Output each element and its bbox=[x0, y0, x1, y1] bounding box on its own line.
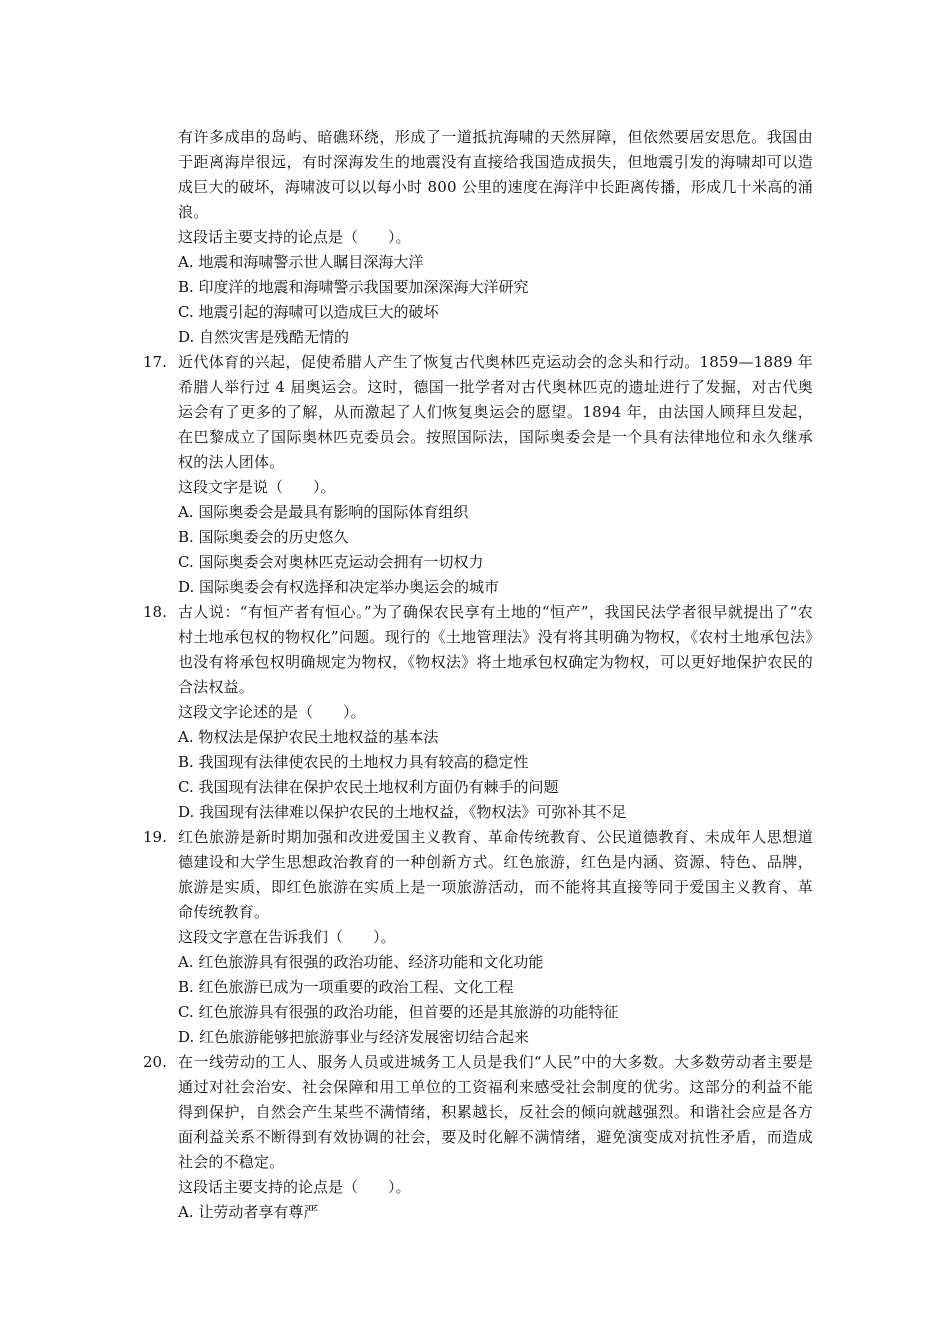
option-b: B. 红色旅游已成为一项重要的政治工程、文化工程 bbox=[178, 978, 514, 996]
option-b: B. 我国现有法律使农民的土地权力具有较高的稳定性 bbox=[178, 753, 529, 771]
question-passage: 红色旅游是新时期加强和改进爱国主义教育、革命传统教育、公民道德教育、未成年人思想道德建设和大学生思想政治教育的一种创新方式。红色旅游，红色是内涵、资源、特色、品牌，旅游是实质，即红色旅游在实质上是一项旅游活动，而不能将其直接等同于爱国主义教育、革命传统教育。 bbox=[178, 828, 813, 921]
question-17 bbox=[143, 350, 813, 600]
option-a: A. 让劳动者享有尊严 bbox=[178, 1203, 319, 1221]
question-passage: 古人说：“有恒产者有恒心。”为了确保农民享有土地的“恒产”，我国民法学者很早就提出了“农村土地承包权的物权化”问题。现行的《土地管理法》没有将其明确为物权，《农村土地承包法》也没有将承包权明确规定为物权，《物权法》将土地承包权确定为物权，可以更好地保护农民的合法权益。 bbox=[178, 603, 813, 696]
option-d: D. 自然灾害是残酷无情的 bbox=[178, 328, 350, 346]
option-c: C. 国际奥委会对奥林匹克运动会拥有一切权力 bbox=[178, 553, 484, 571]
option-a: A. 红色旅游具有很强的政治功能、经济功能和文化功能 bbox=[178, 953, 544, 971]
option-d: D. 国际奥委会有权选择和决定举办奥运会的城市 bbox=[178, 578, 500, 596]
question-prompt: 这段文字意在告诉我们（ ）。 bbox=[178, 928, 396, 946]
question-16-continued bbox=[143, 125, 813, 350]
question-prompt: 这段话主要支持的论点是（ ）。 bbox=[178, 1178, 411, 1196]
option-c: C. 地震引起的海啸可以造成巨大的破坏 bbox=[178, 303, 439, 321]
question-20 bbox=[143, 1050, 813, 1225]
page-content bbox=[143, 125, 813, 1225]
question-prompt: 这段话主要支持的论点是（ ）。 bbox=[178, 228, 411, 246]
question-prompt: 这段文字是说（ ）。 bbox=[178, 478, 336, 496]
question-prompt: 这段文字论述的是（ ）。 bbox=[178, 703, 366, 721]
question-number: 20. bbox=[143, 1053, 167, 1071]
option-d: D. 我国现有法律难以保护农民的土地权益，《物权法》可弥补其不足 bbox=[178, 803, 627, 821]
option-a: A. 物权法是保护农民土地权益的基本法 bbox=[178, 728, 439, 746]
option-a: A. 国际奥委会是最具有影响的国际体育组织 bbox=[178, 503, 469, 521]
question-19 bbox=[143, 825, 813, 1050]
question-passage: 近代体育的兴起，促使希腊人产生了恢复古代奥林匹克运动会的念头和行动。1859—1889 年希腊人举行过 4 届奥运会。这时，德国一批学者对古代奥林匹克的遗址进行了发掘，对古代奥运会有了更多的了解，从而激起了人们恢复奥运会的愿望。1894 年，由法国人顾拜旦发起，在巴黎成立了国际奥林匹克委员会。按照国际法，国际奥委会是一个具有法律地位和永久继承权的法人团体。 bbox=[178, 353, 813, 471]
option-c: C. 红色旅游具有很强的政治功能，但首要的还是其旅游的功能特征 bbox=[178, 1003, 619, 1021]
question-passage: 有许多成串的岛屿、暗礁环绕，形成了一道抵抗海啸的天然屏障，但依然要居安思危。我国由于距离海岸很远，有时深海发生的地震没有直接给我国造成损失，但地震引发的海啸却可以造成巨大的破坏，海啸波可以以每小时 800 公里的速度在海洋中长距离传播，形成几十米高的涌浪。 bbox=[178, 128, 813, 221]
question-18 bbox=[143, 600, 813, 825]
question-number: 19. bbox=[143, 828, 167, 846]
option-a: A. 地震和海啸警示世人瞩目深海大洋 bbox=[178, 253, 424, 271]
question-number: 17. bbox=[143, 353, 167, 371]
question-passage: 在一线劳动的工人、服务人员或进城务工人员是我们“人民”中的大多数。大多数劳动者主要是通过对社会治安、社会保障和用工单位的工资福利来感受社会制度的优劣。这部分的利益不能得到保护，自然会产生某些不满情绪，积累越长，反社会的倾向就越强烈。和谐社会应是各方面利益关系不断得到有效协调的社会，要及时化解不满情绪，避免演变成对抗性矛盾，而造成社会的不稳定。 bbox=[178, 1053, 813, 1171]
option-b: B. 印度洋的地震和海啸警示我国要加深深海大洋研究 bbox=[178, 278, 529, 296]
option-d: D. 红色旅游能够把旅游事业与经济发展密切结合起来 bbox=[178, 1028, 530, 1046]
question-number: 18. bbox=[143, 603, 167, 621]
option-c: C. 我国现有法律在保护农民土地权利方面仍有棘手的问题 bbox=[178, 778, 559, 796]
option-b: B. 国际奥委会的历史悠久 bbox=[178, 528, 349, 546]
